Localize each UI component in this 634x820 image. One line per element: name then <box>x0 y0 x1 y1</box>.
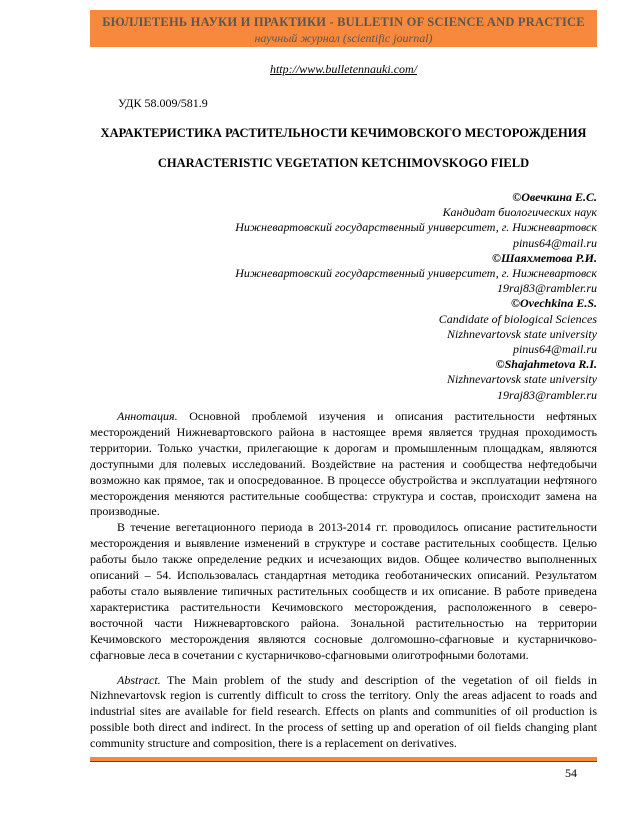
author-name: ©Ovechkina E.S. <box>511 296 597 311</box>
abstract-ru-label: Аннотация. <box>117 409 178 423</box>
article-title-en: CHARACTERISTIC VEGETATION KETCHIMOVSKOGO FIELD <box>157 156 530 170</box>
abstract-en-label: Abstract. <box>117 672 161 687</box>
journal-header-band <box>90 10 597 47</box>
abstract-en-paragraph <box>90 673 597 753</box>
site-link[interactable]: http://www.bulletennauki.com/ <box>269 62 418 76</box>
article-title-ru: ХАРАКТЕРИСТИКА РАСТИТЕЛЬНОСТИ КЕЧИМОВСКОГО МЕСТОРОЖДЕНИЯ <box>100 126 587 140</box>
author-detail: Candidate of biological Sciences <box>438 311 597 326</box>
abstract-ru-paragraph-1 <box>90 409 597 520</box>
author-detail: Нижневартовский государственный университет, г. Нижневартовск <box>235 266 597 281</box>
udc-code: УДК 58.009/581.9 <box>118 96 208 110</box>
abstract-ru-paragraph-2: В течение вегетационного периода в 2013-2014 гг. проводилось описание растительности месторождения и выявление изменений в структуре и составе растительных сообществ. Целью работы было также определение редких и исчезающих видов. Общее количество выполненных описаний – 54. Использовалась стандартная методика геоботанических описаний. Результатом работы стало выявление типичных растительных сообществ и их описание. В работе приведена характеристика растительности Кечимовского месторождения, расположенного в северо-восточной части Нижневартовского района. Зональной растительностью на территории Кечимовского месторождения являются сосновые долгомошно-сфагновые и кустарничково-сфагновые леса в сочетании с кустарничково-сфагновыми олиготрофными болотами. <box>90 520 597 662</box>
author-name: ©Овечкина Е.С. <box>512 190 597 204</box>
page-number: 54 <box>565 766 577 780</box>
author-detail: Кандидат биологических наук <box>442 205 597 220</box>
author-detail: pinus64@mail.ru <box>512 342 597 357</box>
author-detail: pinus64@mail.ru <box>512 235 597 250</box>
author-detail: 19raj83@rambler.ru <box>496 281 597 296</box>
author-detail: Нижневартовский государственный университет, г. Нижневартовск <box>235 220 597 235</box>
journal-title: БЮЛЛЕТЕНЬ НАУКИ И ПРАКТИКИ - BULLETIN OF SCIENCE AND PRACTICE <box>102 15 585 29</box>
footer-rule <box>90 757 597 762</box>
abstract-ru-text-1: Основной проблемой изучения и описания растительности нефтяных месторождений Нижневартовского района в настоящее время является трудная проходимость территории. Только участки, прилегающие к дорогам и промышленным площадкам, являются доступными для полевых исследований. Воздействие на растения и сообщества нефтедобычи возможно как прямое, так и опосредованное. В процессе обустройства и эксплуатации нефтяного месторождения меняются растительные сообщества: структура и состав, происходит замена на производные. <box>90 409 598 519</box>
abstract-section <box>90 409 597 752</box>
author-detail: Nizhnevartovsk state university <box>447 326 597 341</box>
journal-subtitle: научный журнал (scientific journal) <box>254 31 433 45</box>
site-link-row <box>90 62 597 77</box>
author-name: ©Шаяхметова Р.И. <box>492 250 597 265</box>
author-name: ©Shajahmetova R.I. <box>495 357 597 372</box>
abstract-en-text: The Main problem of the study and description of the vegetation of oil fields in Nizhnevartovsk region is currently difficult to cross the territory. Only the areas adjacent to roads and industrial sites are available for field research. Effects on plants and communities of oil production is possible both direct and indirect. In the process of setting up and operation of oil fields changing plant community structure and composition, there is a replacement on derivatives. <box>90 672 598 751</box>
author-detail: 19raj83@rambler.ru <box>496 387 597 402</box>
author-detail: Nizhnevartovsk state university <box>447 372 597 387</box>
author-block <box>90 190 597 403</box>
